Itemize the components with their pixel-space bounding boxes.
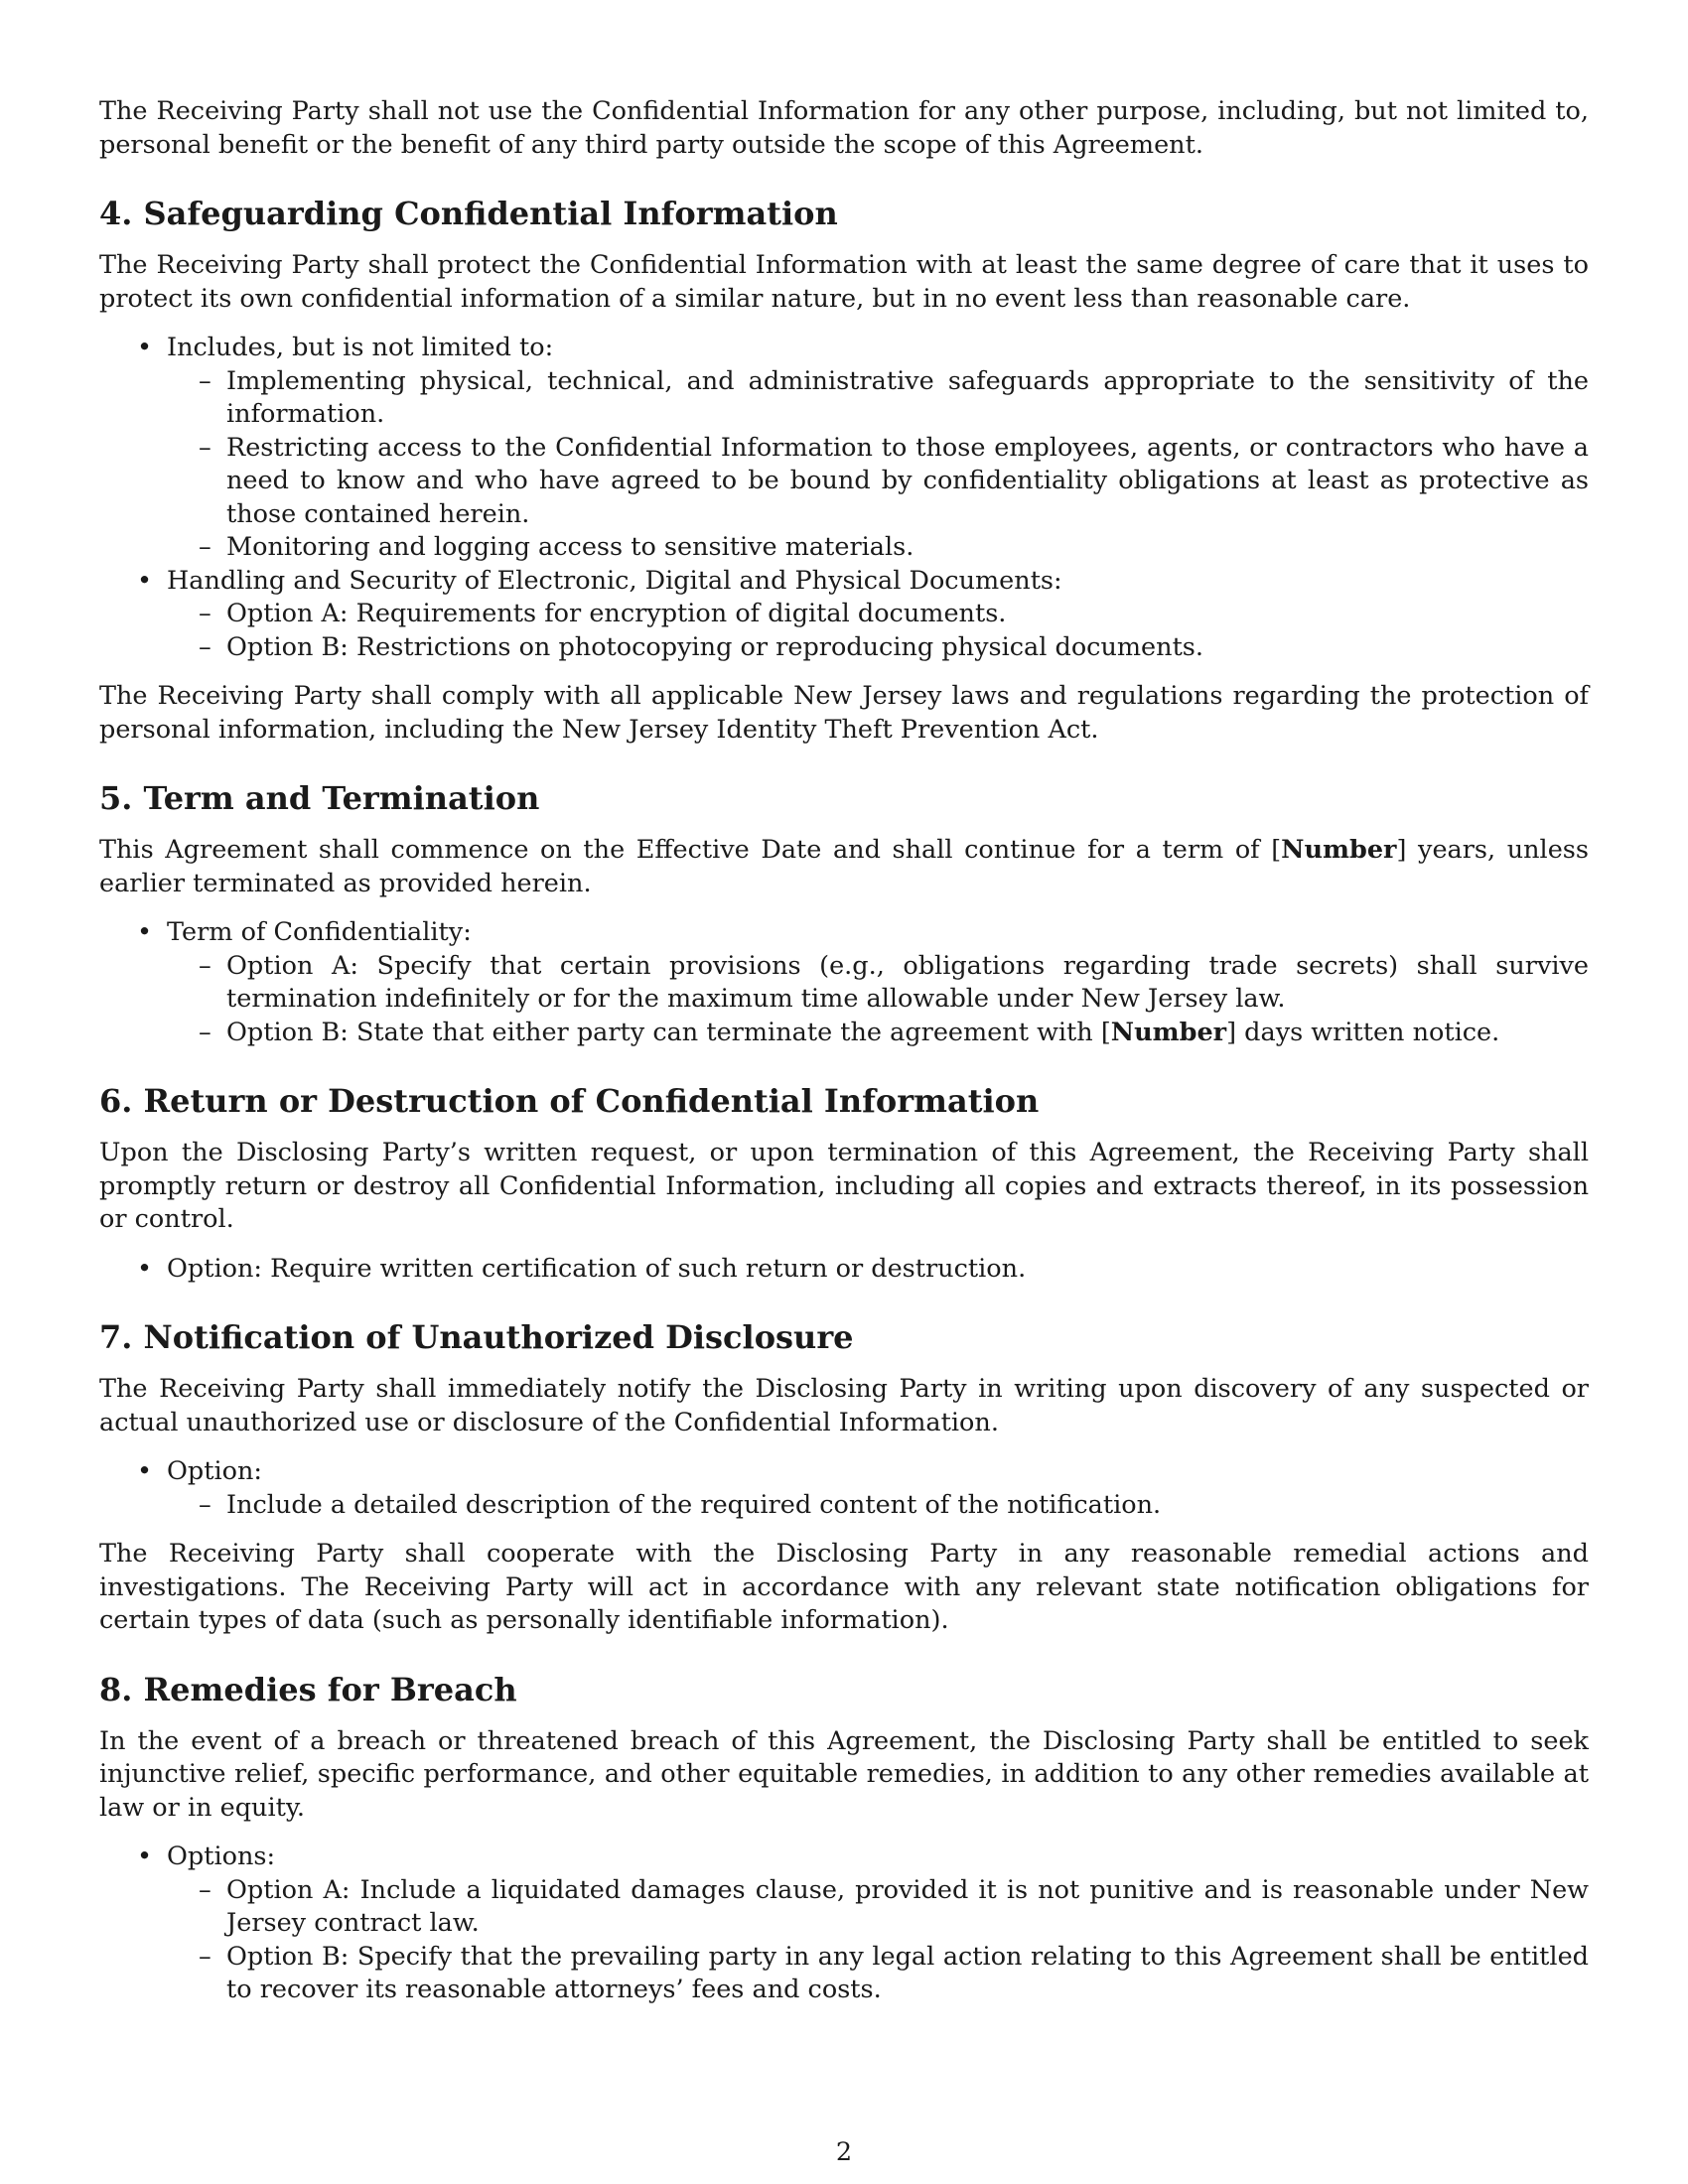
section-4-bullet-1: Includes, but is not limited to: [167, 333, 554, 362]
list-item: – Restricting access to the Confidential Information to those employees, agents, or contractors who have a need to know and who have agreed to be bound by confidentiality obligations at least as protective as those contained herein. [167, 432, 1589, 532]
section-4-paragraph-1: The Receiving Party shall protect the Confidential Information with at least the same degree of care that it uses to protect its own confidential information of a similar nature, but in no event less than reasonable care. [99, 250, 1589, 314]
section-6-paragraph-1: Upon the Disclosing Party’s written request, or upon termination of this Agreement, the Receiving Party shall promptly return or destroy all Confidential Information, including all copies and extracts thereof, in its possession or control. [99, 1138, 1589, 1234]
list-item: • Option: Require written certification of such return or destruction. [99, 1253, 1589, 1287]
section-8-heading: 8. Remedies for Breach [99, 1670, 517, 1708]
text-run: This Agreement shall commence on the Effective Date and shall continue for a term of [ [99, 835, 1282, 865]
section-7-bullet-1: Option: [167, 1456, 262, 1486]
section-6-bullet-list [99, 1253, 1589, 1287]
section-4-bullet-2: Handling and Security of Electronic, Digital and Physical Documents: [167, 565, 1062, 596]
list-item: – Monitoring and logging access to sensitive materials. [167, 531, 1589, 565]
section-5-heading: 5. Term and Termination [99, 779, 540, 817]
list-item: – Option A: Include a liquidated damages clause, provided it is not punitive and is reasonable under New Jersey contract law. [167, 1874, 1589, 1941]
placeholder-number: Number [1281, 835, 1397, 865]
section-5-bullet-1: Term of Confidentiality: [167, 917, 472, 947]
placeholder-number: Number [1110, 1017, 1227, 1047]
section-7-paragraph-1: The Receiving Party shall immediately notify the Disclosing Party in writing upon discovery of any suspected or actual unauthorized use or disclosure of the Confidential Information. [99, 1374, 1589, 1437]
section-6-heading: 6. Return or Destruction of Confidential Information [99, 1082, 1040, 1120]
section-8-paragraph-1: In the event of a breach or threatened breach of this Agreement, the Disclosing Party shall be entitled to seek injunctive relief, specific performance, and other equitable remedies, in addition to any other remedies available at law or in equity. [99, 1725, 1589, 1823]
list-item [99, 1841, 1589, 2007]
section-8-bullet-1: Options: [167, 1842, 276, 1871]
section-8-bullet-list [99, 1841, 1589, 2007]
section-5-sublist [167, 950, 1589, 1050]
section-4-paragraph-2: The Receiving Party shall comply with all applicable New Jersey laws and regulations regarding the protection of personal information, including the New Jersey Identity Theft Prevention Act. [99, 681, 1589, 745]
list-item [99, 916, 1589, 1049]
section-8-sublist [167, 1874, 1589, 2007]
list-item: – Option B: Restrictions on photocopying or reproducing physical documents. [167, 631, 1589, 665]
list-item [99, 1455, 1589, 1522]
section-4-heading: 4. Safeguarding Confidential Information [99, 195, 838, 232]
list-item: – Option A: Specify that certain provisions (e.g., obligations regarding trade secrets) shall survive termination indefinitely or for the maximum time allowable under New Jersey law. [167, 950, 1589, 1017]
intro-paragraph: The Receiving Party shall not use the Confidential Information for any other purpose, including, but not limited to, personal benefit or the benefit of any third party outside the scope of this Agreement. [99, 96, 1589, 160]
page-number: 2 [835, 2137, 853, 2167]
section-7-bullet-list [99, 1455, 1589, 1522]
section-5-paragraph-1 [99, 834, 1589, 900]
text-run: Option B: State that either party can terminate the agreement with [ [226, 1017, 1111, 1047]
section-4-sublist-2 [167, 598, 1589, 664]
section-7-sublist [167, 1489, 1589, 1523]
list-item [99, 332, 1589, 565]
text-run: ] days written notice. [1226, 1017, 1500, 1047]
list-item: – Option A: Requirements for encryption of digital documents. [167, 598, 1589, 631]
list-item [167, 1017, 1589, 1050]
list-item: – Include a detailed description of the required content of the notification. [167, 1489, 1589, 1523]
section-7-heading: 7. Notification of Unauthorized Disclosure [99, 1318, 854, 1356]
document-page [99, 95, 1589, 2023]
section-7-paragraph-2: The Receiving Party shall cooperate with the Disclosing Party in any reasonable remedial actions and investigations. The Receiving Party will act in accordance with any relevant state notification obligations for certain types of data (such as personally identifiable information). [99, 1539, 1589, 1635]
section-4-sublist-1 [167, 365, 1589, 565]
text-run: ] years, unless earlier terminated as provided herein. [99, 835, 1589, 898]
section-4-bullet-list [99, 332, 1589, 664]
list-item: – Option B: Specify that the prevailing party in any legal action relating to this Agreement shall be entitled to recover its reasonable attorneys’ fees and costs. [167, 1941, 1589, 2007]
list-item [99, 565, 1589, 665]
section-5-bullet-list [99, 916, 1589, 1049]
list-item: – Implementing physical, technical, and administrative safeguards appropriate to the sensitivity of the information. [167, 365, 1589, 432]
